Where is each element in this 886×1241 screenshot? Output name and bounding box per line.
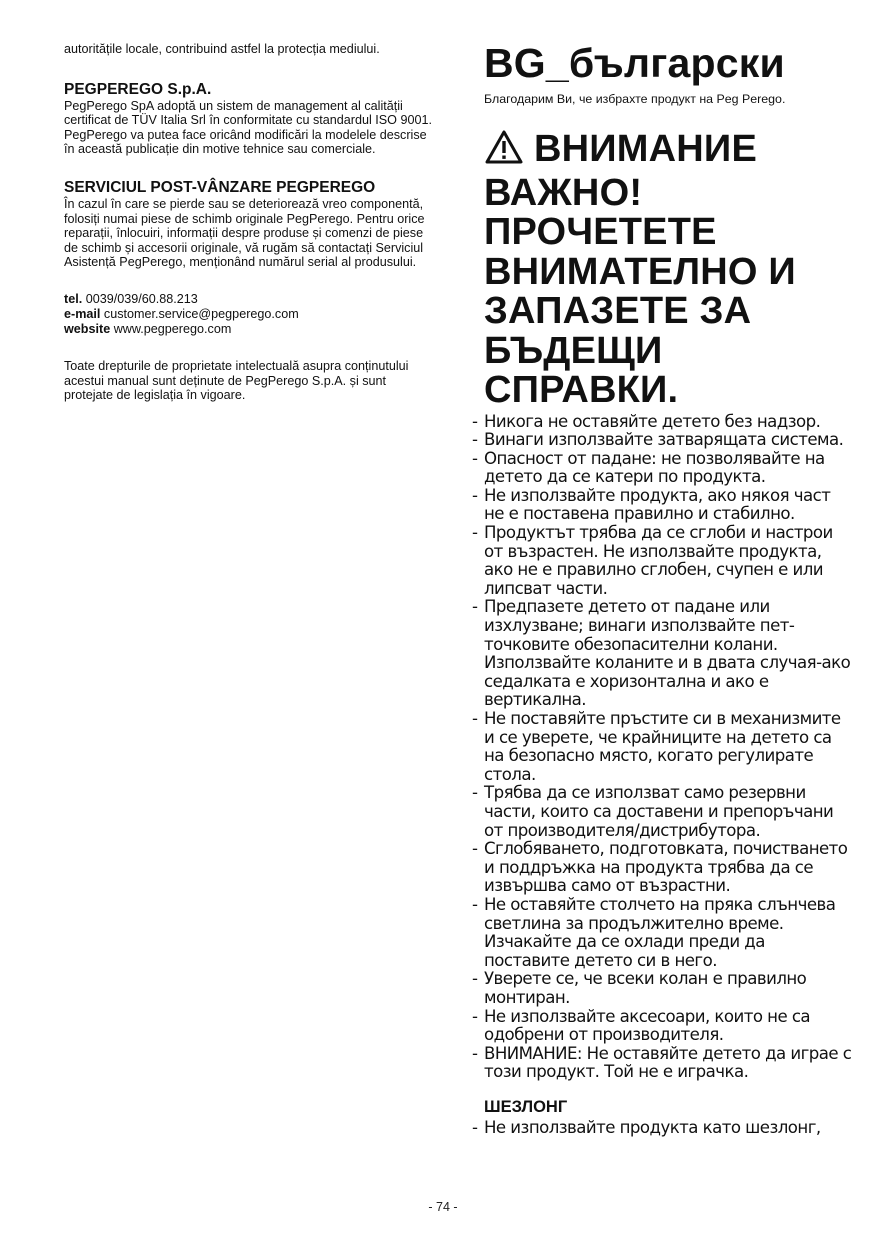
warning-heading (484, 129, 852, 411)
bullet-dash: - (472, 783, 478, 803)
bullet-dash: - (472, 839, 478, 859)
rule-text: Винаги използвайте затварящата система. (484, 430, 844, 450)
bullet-dash: - (472, 1117, 478, 1137)
service-text: În cazul în care se pierde sau se deteriorează vreo componentă, folosiți numai piese de schimb originale PegPerego. Pentru orice reparații, înlocuiri, informații despre produse și comenzi de piese de schimb și accesorii originale, vă rugăm să contactați Serviciul Asistență PegPerego, menționând numărul serial al produsului. (64, 196, 425, 270)
rule-item (472, 840, 852, 896)
rule-item (472, 970, 852, 1007)
company-title: PEGPEREGO S.p.A. (64, 80, 212, 98)
rule-text: Не използвайте продукта, ако някоя част не е поставена правилно и стабилно. (484, 485, 831, 524)
warning-triangle-icon (484, 129, 524, 174)
lounger-rules-list (472, 1119, 852, 1138)
rule-text: Не използвайте продукта като шезлонг, (484, 1117, 821, 1137)
tel-value: 0039/039/60.88.213 (85, 291, 198, 306)
rule-item (472, 896, 852, 970)
contact-website (64, 322, 436, 337)
company-section (64, 81, 436, 157)
rule-item (472, 1008, 852, 1045)
service-title: SERVICIUL POST-VÂNZARE PEGPEREGO (64, 178, 376, 196)
rule-text: Не поставяйте пръстите си в механизмите и се уверете, че крайниците на детето са на безопасно място, когато регулирате стола. (484, 709, 841, 784)
bullet-dash: - (472, 448, 478, 468)
rule-text: Опасност от падане: не позволявайте на детето да се катери по продукта. (484, 448, 825, 487)
bullet-dash: - (472, 485, 478, 505)
email-label: e-mail (64, 306, 101, 321)
bullet-dash: - (472, 411, 478, 431)
email-value: customer.service@pegperego.com (103, 306, 299, 321)
bullet-dash: - (472, 709, 478, 728)
rule-text: Продуктът трябва да се сглоби и настрои от възрастен. Не използвайте продукта, ако не е правилно сглобен, счупен е или липсват части. (484, 523, 833, 598)
bullet-dash: - (472, 430, 478, 450)
safety-rules-list (472, 413, 852, 1082)
rule-item (472, 1119, 852, 1138)
tel-label: tel. (64, 291, 83, 306)
rule-text: Уверете се, че всеки колан е правилно монтиран. (484, 969, 807, 1007)
bullet-dash: - (472, 1043, 478, 1063)
company-text: PegPerego SpA adoptă un sistem de management al calității certificat de TÜV Italia Srl în conformitate cu standardul ISO 9001. PegPerego va putea face oricând modificări la modelele descrise în această publicație din motive tehnice sau comerciale. (64, 98, 432, 157)
website-label: website (64, 321, 111, 336)
copyright-text: Toate drepturile de proprietate intelectuală asupra conținutului acestui manual sunt deținute de PegPerego S.p.A. și sunt protejate de legislația în vigoare. (64, 358, 409, 403)
rule-item (472, 598, 852, 710)
rule-text: ВНИМАНИЕ: Не оставяйте детето да играе с този продукт. Той не е играчка. (484, 1043, 852, 1082)
rule-item (472, 524, 852, 598)
page-number: - 74 - (428, 1200, 458, 1214)
intro-text: autoritățile locale, contribuind astfel la protecția mediului. (64, 42, 380, 56)
bullet-dash: - (472, 1006, 478, 1026)
bullet-dash: - (472, 597, 478, 617)
bullet-dash: - (472, 969, 478, 989)
contact-tel (64, 292, 436, 307)
rule-item (472, 1045, 852, 1082)
rule-item (472, 431, 852, 450)
bullet-dash: - (472, 523, 478, 543)
left-column (64, 42, 436, 403)
rule-text: Трябва да се използват само резервни части, които са доставени и препоръчани от производителя/дистрибутора. (484, 783, 834, 840)
rule-item (472, 487, 852, 524)
rule-item (472, 710, 852, 784)
rule-text: Не използвайте аксесоари, които не са одобрени от производителя. (484, 1006, 811, 1045)
contacts (64, 292, 436, 337)
rule-text: Предпазете детето от падане или изхлузване; винаги използвайте пет-точковите обезопасителни колани. Използвайте коланите и в двата случая-ако седалката е хоризонтална и ако е вертикална. (484, 597, 851, 710)
lounger-title: ШЕЗЛОНГ (484, 1097, 568, 1116)
rule-text: Сглобяването, подготовката, почистването и поддръжка на продукта трябва да се извършва само от възрастни. (484, 839, 848, 896)
thanks-text: Благодарим Ви, че избрахте продукт на Peg Perego. (484, 92, 786, 106)
rule-text: Никога не оставяйте детето без надзор. (484, 411, 821, 431)
bullet-dash: - (472, 894, 478, 914)
rule-item (472, 784, 852, 840)
rule-item (472, 413, 852, 432)
service-section (64, 179, 436, 270)
right-column (472, 40, 852, 1137)
rule-text: Не оставяйте столчето на пряка слънчева светлина за продължително време. Изчакайте да се охлади преди да поставите детето си в него. (484, 894, 836, 970)
warning-heading-text: ВНИМАНИЕ ВАЖНО! ПРОЧЕТЕТЕ ВНИМАТЕЛНО И ЗАПАЗЕТЕ ЗА БЪДЕЩИ СПРАВКИ. (484, 128, 796, 411)
rule-item (472, 450, 852, 487)
language-title: BG_български (484, 40, 785, 86)
contact-email (64, 307, 436, 322)
website-value: www.pegperego.com (113, 321, 232, 336)
